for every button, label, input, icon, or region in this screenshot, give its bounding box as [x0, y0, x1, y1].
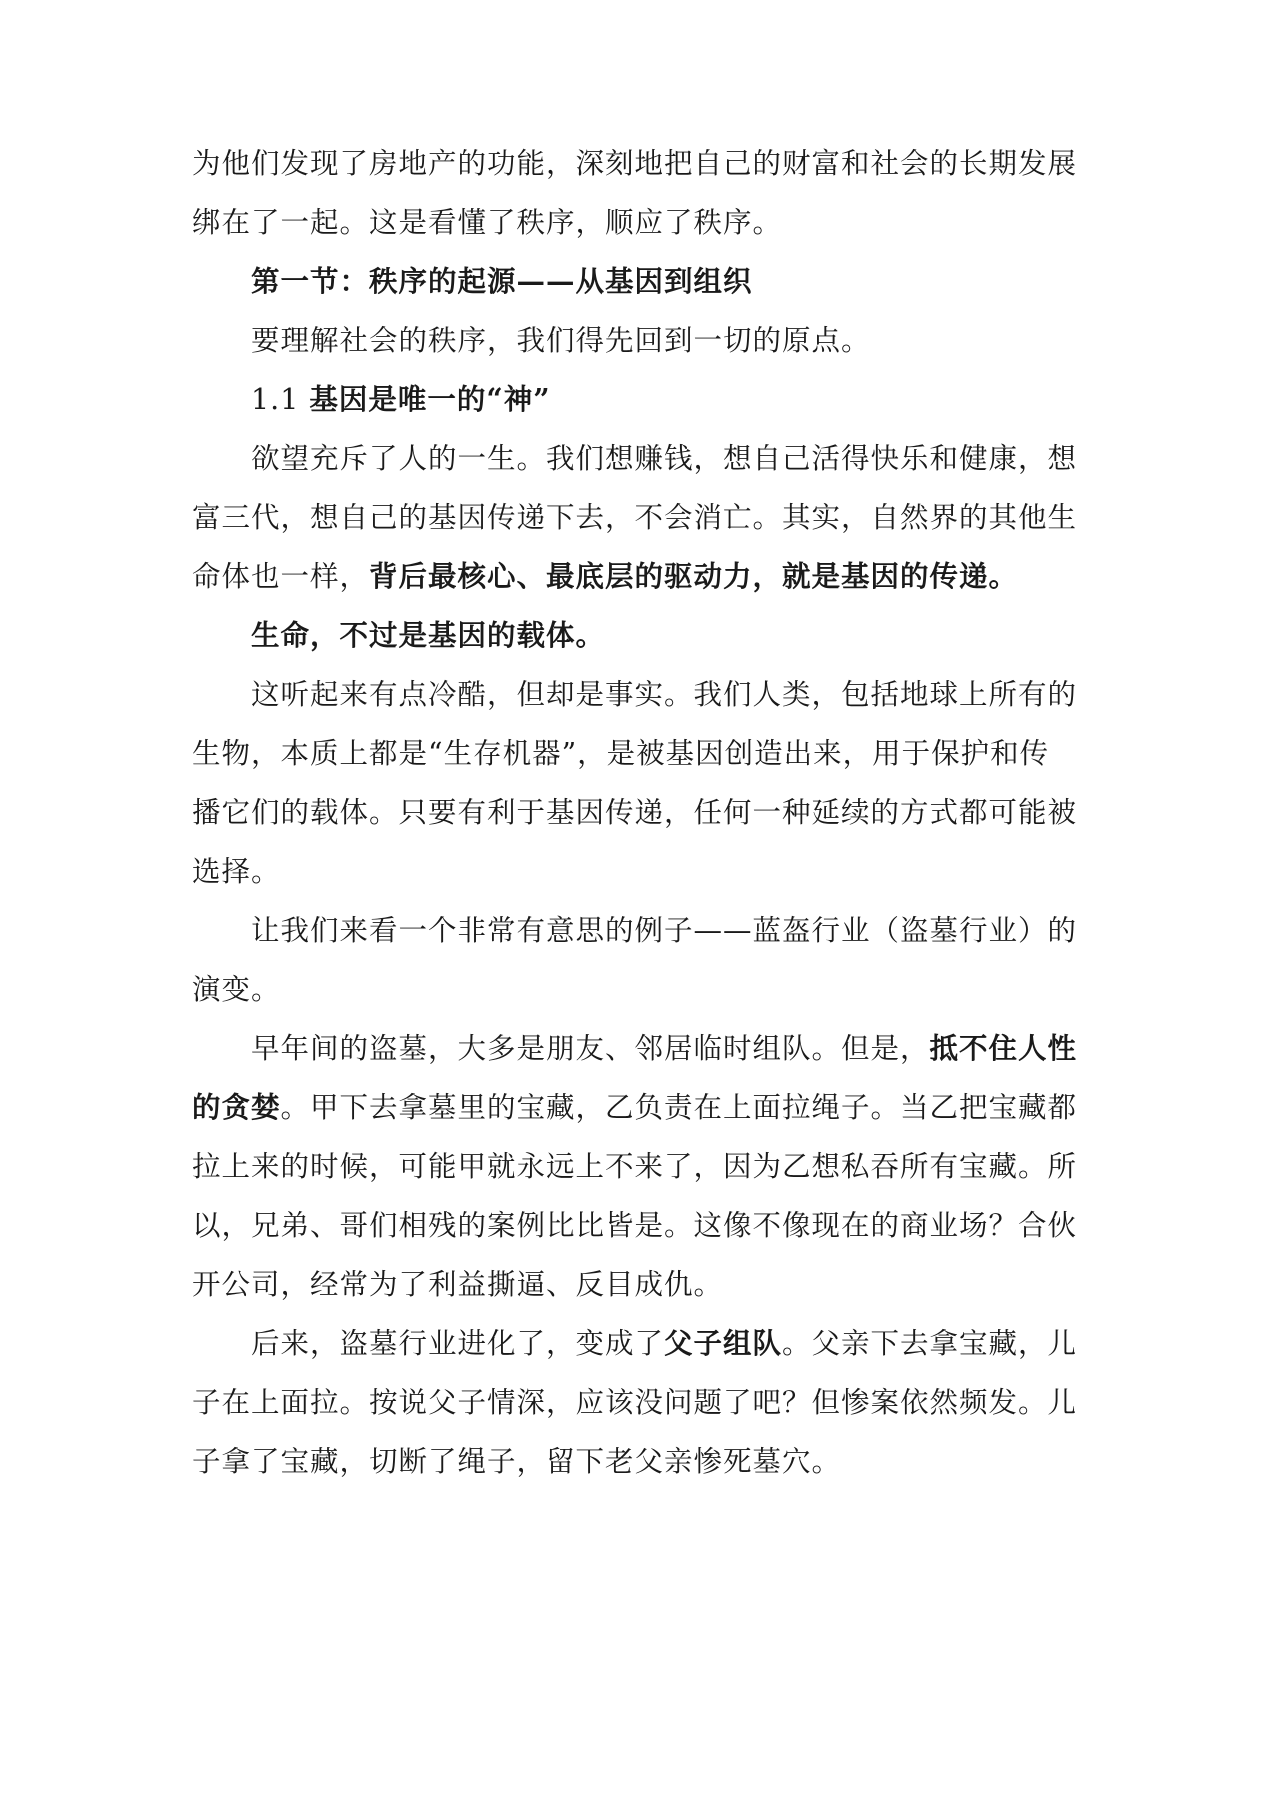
paragraph-text: 要理解社会的秩序，我们得先回到一切的原点。	[251, 324, 871, 357]
paragraph-emphasis: 抵不住人性的贪婪	[192, 1031, 1078, 1124]
paragraph-text: 早年间的盗墓，大多是朋友、邻居临时组队。但是，	[251, 1032, 930, 1065]
paragraph-desire	[192, 429, 1078, 606]
paragraph-carrier	[192, 606, 1078, 665]
paragraph-text: 为他们发现了房地产的功能，深刻地把自己的财富和社会的长期发展绑在了一起。这是看懂了秩序，顺应了秩序。	[192, 147, 1078, 239]
paragraph-intro	[192, 311, 1078, 370]
paragraph-continuation	[192, 134, 1078, 252]
paragraph-father-son	[192, 1314, 1078, 1491]
paragraph-early-tomb-raiding	[192, 1019, 1078, 1314]
paragraph-text: 。父亲下去拿宝藏，儿子在上面拉。按说父子情深，应该没问题了吧？但惨案依然频发。儿子拿了宝藏，切断了绳子，留下老父亲惨死墓穴。	[192, 1327, 1078, 1478]
paragraph-emphasis: 生命，不过是基因的载体。	[251, 618, 606, 652]
paragraph-text: 后来，盗墓行业进化了，变成了	[251, 1327, 665, 1360]
paragraph-text: 这听起来有点冷酷，但却是事实。我们人类，包括地球上所有的生物，本质上都是“生存机器”，是被基因创造出来，用于保护和传播它们的载体。只要有利于基因传递，任何一种延续的方式都可能被选择。	[192, 678, 1078, 888]
paragraph-emphasis: 父子组队	[664, 1326, 783, 1360]
paragraph-survival-machine	[192, 665, 1078, 901]
paragraph-text: 欲望充斥了人的一生。我们想赚钱，想自己活得快乐和健康，想富三代，想自己的基因传递下去，不会消亡。其实，自然界的其他生命体也一样，	[192, 442, 1078, 593]
subsection-heading	[251, 370, 551, 429]
subsection-number: 1.1	[251, 383, 300, 416]
paragraph-text: 。甲下去拿墓里的宝藏，乙负责在上面拉绳子。当乙把宝藏都拉上来的时候，可能甲就永远上不来了，因为乙想私吞所有宝藏。所以，兄弟、哥们相残的案例比比皆是。这像不像现在的商业场？合伙开公司，经常为了利益撕逼、反目成仇。	[192, 1091, 1078, 1301]
subsection-title: 基因是唯一的“神”	[309, 382, 551, 416]
paragraph-emphasis: 背后最核心、最底层的驱动力，就是基因的传递。	[369, 559, 1019, 593]
section-heading: 第一节：秩序的起源——从基因到组织	[251, 264, 753, 298]
paragraph-text: 让我们来看一个非常有意思的例子——蓝盔行业（盗墓行业）的演变。	[192, 914, 1078, 1006]
paragraph-example-intro	[192, 901, 1078, 1019]
